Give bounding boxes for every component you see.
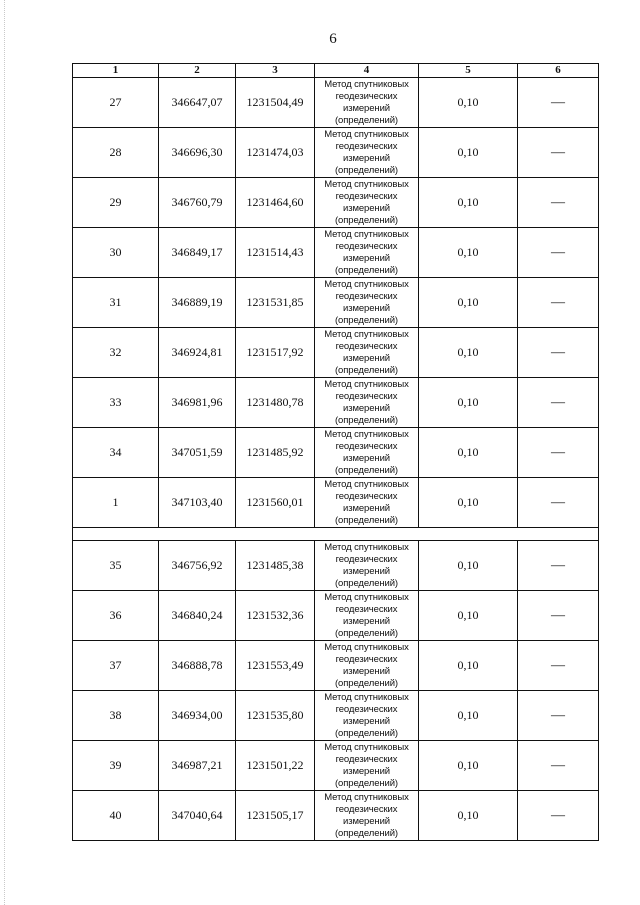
method-line: Метод спутниковых	[324, 278, 409, 290]
method-cell	[315, 328, 419, 378]
note-cell: —	[518, 228, 599, 278]
point-number-cell: 30	[73, 228, 159, 278]
note-cell: —	[518, 328, 599, 378]
method-line: геодезических	[335, 603, 398, 615]
point-number-cell: 35	[73, 541, 159, 591]
method-line: измерений	[342, 352, 390, 364]
header-col-1: 1	[73, 64, 159, 78]
x-coordinate-cell: 346760,79	[159, 178, 236, 228]
point-number-cell: 31	[73, 278, 159, 328]
method-cell	[315, 428, 419, 478]
note-cell: —	[518, 791, 599, 841]
method-line: Метод спутниковых	[324, 128, 409, 140]
method-line: (определений)	[334, 577, 398, 589]
accuracy-cell: 0,10	[419, 378, 518, 428]
scan-edge	[4, 0, 5, 905]
accuracy-cell: 0,10	[419, 591, 518, 641]
method-line: (определений)	[334, 627, 398, 639]
point-number-cell: 36	[73, 591, 159, 641]
x-coordinate-cell: 347040,64	[159, 791, 236, 841]
method-line: геодезических	[335, 440, 398, 452]
header-col-2: 2	[159, 64, 236, 78]
table-row	[73, 741, 599, 791]
method-cell	[315, 478, 419, 528]
method-line: (определений)	[334, 777, 398, 789]
method-line: геодезических	[335, 653, 398, 665]
note-cell: —	[518, 741, 599, 791]
separator-cell	[73, 528, 599, 541]
y-coordinate-cell: 1231474,03	[236, 128, 315, 178]
note-cell: —	[518, 78, 599, 128]
method-line: (определений)	[334, 314, 398, 326]
method-line: (определений)	[334, 827, 398, 839]
method-line: измерений	[342, 302, 390, 314]
table-row	[73, 78, 599, 128]
method-line: Метод спутниковых	[324, 78, 409, 90]
accuracy-cell: 0,10	[419, 791, 518, 841]
x-coordinate-cell: 346840,24	[159, 591, 236, 641]
method-line: Метод спутниковых	[324, 378, 409, 390]
note-cell: —	[518, 428, 599, 478]
method-cell	[315, 78, 419, 128]
method-line: геодезических	[335, 240, 398, 252]
method-cell	[315, 791, 419, 841]
method-line: Метод спутниковых	[324, 541, 409, 553]
method-line: геодезических	[335, 753, 398, 765]
table-row	[73, 178, 599, 228]
table-row	[73, 641, 599, 691]
header-col-6: 6	[518, 64, 599, 78]
method-line: Метод спутниковых	[324, 591, 409, 603]
accuracy-cell: 0,10	[419, 478, 518, 528]
accuracy-cell: 0,10	[419, 691, 518, 741]
y-coordinate-cell: 1231535,80	[236, 691, 315, 741]
method-line: Метод спутниковых	[324, 478, 409, 490]
method-line: геодезических	[335, 703, 398, 715]
method-line: измерений	[342, 202, 390, 214]
table-row	[73, 228, 599, 278]
method-cell	[315, 741, 419, 791]
note-cell: —	[518, 178, 599, 228]
x-coordinate-cell: 346924,81	[159, 328, 236, 378]
note-cell: —	[518, 541, 599, 591]
table-row	[73, 478, 599, 528]
point-number-cell: 34	[73, 428, 159, 478]
method-line: измерений	[342, 502, 390, 514]
method-line: измерений	[342, 615, 390, 627]
accuracy-cell: 0,10	[419, 641, 518, 691]
method-cell	[315, 378, 419, 428]
point-number-cell: 33	[73, 378, 159, 428]
point-number-cell: 32	[73, 328, 159, 378]
table-row	[73, 541, 599, 591]
x-coordinate-cell: 346849,17	[159, 228, 236, 278]
method-cell	[315, 641, 419, 691]
method-line: (определений)	[334, 214, 398, 226]
table-row	[73, 278, 599, 328]
method-line: измерений	[342, 665, 390, 677]
method-line: измерений	[342, 715, 390, 727]
x-coordinate-cell: 346696,30	[159, 128, 236, 178]
method-line: (определений)	[334, 464, 398, 476]
table-row	[73, 591, 599, 641]
header-col-5: 5	[419, 64, 518, 78]
method-line: (определений)	[334, 114, 398, 126]
method-line: (определений)	[334, 727, 398, 739]
header-col-4: 4	[315, 64, 419, 78]
method-cell	[315, 178, 419, 228]
method-line: геодезических	[335, 340, 398, 352]
group-separator	[73, 528, 599, 541]
note-cell: —	[518, 478, 599, 528]
table-row	[73, 128, 599, 178]
x-coordinate-cell: 346889,19	[159, 278, 236, 328]
method-line: Метод спутниковых	[324, 428, 409, 440]
accuracy-cell: 0,10	[419, 78, 518, 128]
x-coordinate-cell: 347103,40	[159, 478, 236, 528]
method-cell	[315, 228, 419, 278]
method-line: Метод спутниковых	[324, 691, 409, 703]
note-cell: —	[518, 378, 599, 428]
method-line: (определений)	[334, 164, 398, 176]
table-row	[73, 378, 599, 428]
accuracy-cell: 0,10	[419, 541, 518, 591]
accuracy-cell: 0,10	[419, 178, 518, 228]
point-number-cell: 27	[73, 78, 159, 128]
table-body	[73, 78, 599, 841]
table-row	[73, 328, 599, 378]
y-coordinate-cell: 1231531,85	[236, 278, 315, 328]
note-cell: —	[518, 278, 599, 328]
x-coordinate-cell: 346647,07	[159, 78, 236, 128]
y-coordinate-cell: 1231532,36	[236, 591, 315, 641]
method-line: измерений	[342, 402, 390, 414]
table-row	[73, 428, 599, 478]
y-coordinate-cell: 1231517,92	[236, 328, 315, 378]
x-coordinate-cell: 347051,59	[159, 428, 236, 478]
method-line: (определений)	[334, 514, 398, 526]
accuracy-cell: 0,10	[419, 278, 518, 328]
x-coordinate-cell: 346987,21	[159, 741, 236, 791]
x-coordinate-cell: 346934,00	[159, 691, 236, 741]
method-cell	[315, 278, 419, 328]
point-number-cell: 1	[73, 478, 159, 528]
x-coordinate-cell: 346981,96	[159, 378, 236, 428]
method-line: геодезических	[335, 490, 398, 502]
accuracy-cell: 0,10	[419, 428, 518, 478]
method-line: геодезических	[335, 190, 398, 202]
point-number-cell: 28	[73, 128, 159, 178]
method-line: (определений)	[334, 264, 398, 276]
method-line: измерений	[342, 765, 390, 777]
method-line: (определений)	[334, 364, 398, 376]
method-line: Метод спутниковых	[324, 741, 409, 753]
method-line: Метод спутниковых	[324, 641, 409, 653]
method-line: измерений	[342, 815, 390, 827]
accuracy-cell: 0,10	[419, 328, 518, 378]
method-cell	[315, 591, 419, 641]
y-coordinate-cell: 1231553,49	[236, 641, 315, 691]
accuracy-cell: 0,10	[419, 741, 518, 791]
coordinates-table	[72, 63, 599, 841]
header-row	[73, 64, 599, 78]
method-cell	[315, 128, 419, 178]
method-line: геодезических	[335, 90, 398, 102]
point-number-cell: 38	[73, 691, 159, 741]
point-number-cell: 39	[73, 741, 159, 791]
y-coordinate-cell: 1231505,17	[236, 791, 315, 841]
method-line: геодезических	[335, 553, 398, 565]
note-cell: —	[518, 591, 599, 641]
y-coordinate-cell: 1231560,01	[236, 478, 315, 528]
note-cell: —	[518, 641, 599, 691]
point-number-cell: 29	[73, 178, 159, 228]
y-coordinate-cell: 1231485,38	[236, 541, 315, 591]
method-line: измерений	[342, 252, 390, 264]
method-line: геодезических	[335, 290, 398, 302]
table-row	[73, 791, 599, 841]
note-cell: —	[518, 691, 599, 741]
header-col-3: 3	[236, 64, 315, 78]
table-header	[73, 64, 599, 78]
method-line: Метод спутниковых	[324, 791, 409, 803]
accuracy-cell: 0,10	[419, 228, 518, 278]
x-coordinate-cell: 346888,78	[159, 641, 236, 691]
accuracy-cell: 0,10	[419, 128, 518, 178]
point-number-cell: 40	[73, 791, 159, 841]
point-number-cell: 37	[73, 641, 159, 691]
method-line: измерений	[342, 102, 390, 114]
method-line: геодезических	[335, 390, 398, 402]
note-cell: —	[518, 128, 599, 178]
method-line: (определений)	[334, 414, 398, 426]
method-line: Метод спутниковых	[324, 178, 409, 190]
x-coordinate-cell: 346756,92	[159, 541, 236, 591]
method-line: Метод спутниковых	[324, 328, 409, 340]
method-cell	[315, 691, 419, 741]
y-coordinate-cell: 1231485,92	[236, 428, 315, 478]
method-line: (определений)	[334, 677, 398, 689]
y-coordinate-cell: 1231514,43	[236, 228, 315, 278]
table-row	[73, 691, 599, 741]
y-coordinate-cell: 1231501,22	[236, 741, 315, 791]
method-cell	[315, 541, 419, 591]
method-line: геодезических	[335, 803, 398, 815]
y-coordinate-cell: 1231480,78	[236, 378, 315, 428]
y-coordinate-cell: 1231464,60	[236, 178, 315, 228]
method-line: измерений	[342, 452, 390, 464]
y-coordinate-cell: 1231504,49	[236, 78, 315, 128]
method-line: геодезических	[335, 140, 398, 152]
method-line: Метод спутниковых	[324, 228, 409, 240]
page-number: 6	[329, 31, 337, 47]
method-line: измерений	[342, 565, 390, 577]
method-line: измерений	[342, 152, 390, 164]
